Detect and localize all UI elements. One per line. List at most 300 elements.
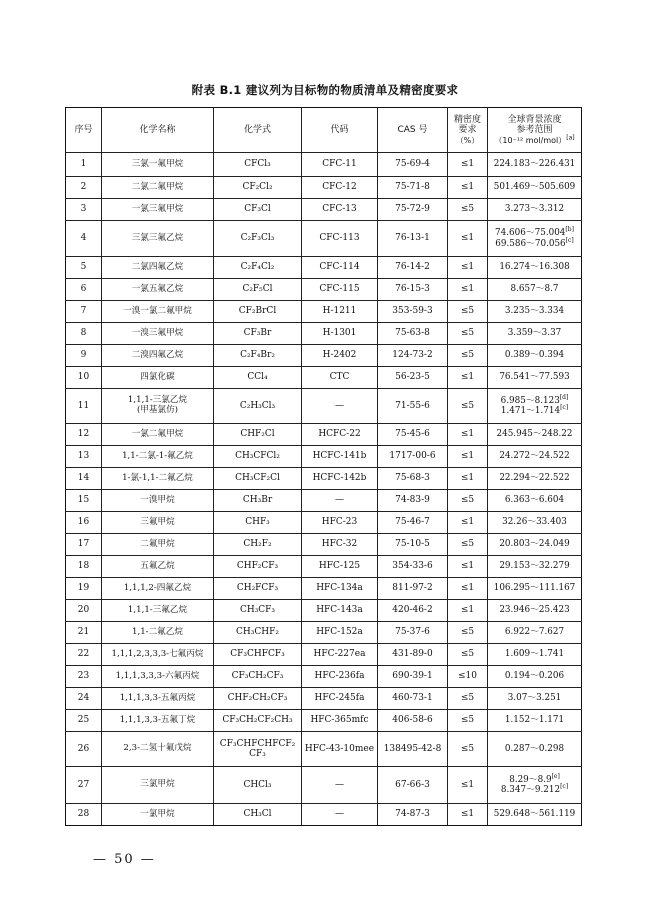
cell-range: [488, 301, 582, 323]
cell-precision: ≤5: [448, 199, 488, 221]
cell-code: HFC-125: [302, 556, 378, 578]
cell-cas: 75-71-8: [378, 177, 448, 199]
table-row: [66, 153, 582, 177]
range-ref: [c]: [560, 404, 569, 412]
cell-formula: CCl₄: [214, 367, 302, 389]
cell-cas: 75-45-6: [378, 424, 448, 446]
cell-range: [488, 257, 582, 279]
cell-precision: ≤5: [448, 732, 488, 767]
cell-name: 四氯化碳: [102, 367, 214, 389]
cell-no: 27: [66, 767, 102, 804]
cell-code: HFC-43-10mee: [302, 732, 378, 767]
range-ref: [d]: [559, 393, 569, 401]
cell-cas: 76-15-3: [378, 279, 448, 301]
cell-cas: 76-14-2: [378, 257, 448, 279]
header-range: [488, 108, 582, 153]
table-row: [66, 666, 582, 688]
range-line: [490, 495, 579, 505]
cell-formula: CF₃Br: [214, 323, 302, 345]
cell-cas: 811-97-2: [378, 578, 448, 600]
cell-precision: ≤1: [448, 257, 488, 279]
range-line: [490, 605, 579, 615]
cell-range: [488, 389, 582, 424]
cell-no: 2: [66, 177, 102, 199]
cell-range: [488, 578, 582, 600]
cell-name: [102, 389, 214, 424]
table-row: [66, 199, 582, 221]
cell-precision: ≤1: [448, 512, 488, 534]
range-ref: [c]: [565, 236, 574, 244]
range-ref: [e]: [551, 772, 560, 780]
range-value: 69.586～70.056: [495, 238, 566, 249]
cell-code: CFC-13: [302, 199, 378, 221]
range-value: 8.29～8.9: [509, 774, 552, 785]
range-line: [490, 328, 579, 338]
cell-name: 二氟甲烷: [102, 534, 214, 556]
cell-no: 9: [66, 345, 102, 367]
range-value: 76.541～77.593: [499, 372, 570, 383]
cell-range: [488, 804, 582, 826]
cell-name: 1,1,1,2,3,3,3-七氟丙烷: [102, 644, 214, 666]
range-ref: [b]: [565, 226, 574, 234]
cell-formula-line: CF₃: [249, 749, 266, 759]
cell-cas: 56-23-5: [378, 367, 448, 389]
page-number: — 50 —: [93, 852, 156, 867]
cell-precision: ≤1: [448, 804, 488, 826]
cell-no: 16: [66, 512, 102, 534]
cell-cas: 138495-42-8: [378, 732, 448, 767]
cell-cas: 75-69-4: [378, 153, 448, 177]
cell-code: HFC-143a: [302, 600, 378, 622]
cell-cas: 75-46-7: [378, 512, 448, 534]
cell-formula: CH₃CF₃: [214, 600, 302, 622]
header-code: 代码: [302, 108, 378, 153]
cell-range: [488, 345, 582, 367]
header-range-line: [490, 136, 579, 145]
table-row: [66, 512, 582, 534]
cell-no: 4: [66, 221, 102, 257]
cell-precision: ≤1: [448, 600, 488, 622]
cell-precision: ≤5: [448, 345, 488, 367]
cell-range: [488, 556, 582, 578]
range-line: [490, 306, 579, 316]
cell-code: HFC-245fa: [302, 688, 378, 710]
range-value: 224.183～226.431: [493, 159, 576, 170]
cell-formula: CH₃CFCl₂: [214, 446, 302, 468]
cell-name: 1,1,1-三氟乙烷: [102, 600, 214, 622]
cell-code: CFC-12: [302, 177, 378, 199]
cell-range: [488, 279, 582, 301]
table-row: [66, 732, 582, 767]
range-value: 8.347～9.212: [500, 785, 561, 795]
range-line: [490, 372, 579, 382]
table-row: [66, 490, 582, 512]
range-line: [490, 809, 579, 819]
cell-cas: 354-33-6: [378, 556, 448, 578]
cell-name: 一氯二氟甲烷: [102, 424, 214, 446]
range-line: [490, 350, 579, 360]
cell-formula: CF₃Cl: [214, 199, 302, 221]
header-no: 序号: [66, 108, 102, 153]
cell-cas: 75-68-3: [378, 468, 448, 490]
cell-precision: ≤1: [448, 367, 488, 389]
cell-code: H-1301: [302, 323, 378, 345]
cell-precision: ≤5: [448, 534, 488, 556]
cell-formula: C₂H₃Cl₃: [214, 389, 302, 424]
table-row: [66, 534, 582, 556]
cell-range: [488, 177, 582, 199]
range-value: 6.922～7.627: [504, 627, 565, 638]
range-value: 0.389～0.394: [504, 350, 565, 361]
cell-range: [488, 153, 582, 177]
cell-formula: CH₃Br: [214, 490, 302, 512]
cell-name: 一氯五氟乙烷: [102, 279, 214, 301]
cell-range: [488, 666, 582, 688]
cell-name: 1,1,1,2-四氟乙烷: [102, 578, 214, 600]
range-value: 3.07～3.251: [507, 693, 562, 704]
cell-formula: C₂F₄Cl₂: [214, 257, 302, 279]
table-caption: 附表 B.1 建议列为目标物的物质清单及精密度要求: [191, 83, 459, 97]
cell-precision: ≤10: [448, 666, 488, 688]
range-line: [490, 649, 579, 659]
cell-no: 11: [66, 389, 102, 424]
table-row: [66, 688, 582, 710]
cell-no: 28: [66, 804, 102, 826]
header-formula: 化学式: [214, 108, 302, 153]
range-value: 3.235～3.334: [504, 306, 565, 317]
range-value: 20.803～24.049: [499, 539, 570, 550]
cell-code: HFC-152a: [302, 622, 378, 644]
cell-precision: ≤1: [448, 153, 488, 177]
header-precision-line: 要求: [458, 125, 477, 136]
cell-code: —: [302, 389, 378, 424]
cell-cas: 67-66-3: [378, 767, 448, 804]
cell-name: 1,1,1,3,3-五氟丁烷: [102, 710, 214, 732]
cell-name: 三氟甲烷: [102, 512, 214, 534]
table-row: [66, 767, 582, 804]
cell-precision: ≤1: [448, 221, 488, 257]
range-line: [490, 473, 579, 483]
cell-no: 13: [66, 446, 102, 468]
cell-code: —: [302, 804, 378, 826]
header-cas: CAS 号: [378, 108, 448, 153]
range-line: [490, 406, 579, 416]
table-header-row: [66, 108, 582, 153]
cell-precision: ≤5: [448, 301, 488, 323]
cell-no: 21: [66, 622, 102, 644]
cell-formula: CHF₂CH₂CF₃: [214, 688, 302, 710]
cell-code: H-2402: [302, 345, 378, 367]
cell-no: 18: [66, 556, 102, 578]
cell-formula: CF₂BrCl: [214, 301, 302, 323]
cell-precision: ≤1: [448, 578, 488, 600]
cell-name: 一溴三氟甲烷: [102, 323, 214, 345]
cell-formula: CF₃CH₂CF₃: [214, 666, 302, 688]
cell-precision: ≤5: [448, 389, 488, 424]
cell-precision: ≤1: [448, 468, 488, 490]
cell-cas: 75-37-6: [378, 622, 448, 644]
range-ref: [c]: [560, 783, 569, 791]
range-line: [490, 284, 579, 294]
range-value: 1.471～1.714: [500, 406, 561, 416]
range-value: 24.272～24.522: [499, 451, 570, 462]
cell-cas: 690-39-1: [378, 666, 448, 688]
cell-name: 二溴四氟乙烷: [102, 345, 214, 367]
cell-code: HFC-227ea: [302, 644, 378, 666]
cell-no: 24: [66, 688, 102, 710]
cell-formula: CF₃CHFCF₃: [214, 644, 302, 666]
cell-no: 3: [66, 199, 102, 221]
range-value: 1.152～1.171: [504, 715, 565, 726]
header-precision: [448, 108, 488, 153]
cell-name: 1,1-二氯-1-氟乙烷: [102, 446, 214, 468]
range-value: 8.657～8.7: [510, 284, 559, 295]
cell-precision: ≤1: [448, 177, 488, 199]
table-row: [66, 345, 582, 367]
cell-no: 17: [66, 534, 102, 556]
range-value: 0.194～0.206: [504, 671, 565, 682]
table-row: [66, 367, 582, 389]
cell-name: 二氯二氟甲烷: [102, 177, 214, 199]
range-value: 3.359～3.37: [507, 328, 562, 339]
cell-name: 三氯甲烷: [102, 767, 214, 804]
header-range-line: 全球背景浓度: [507, 115, 562, 126]
table-body: [66, 153, 582, 826]
range-value: 29.153～32.279: [499, 561, 570, 572]
cell-no: 12: [66, 424, 102, 446]
cell-no: 20: [66, 600, 102, 622]
cell-range: [488, 622, 582, 644]
table-row: [66, 279, 582, 301]
cell-name: 一氯甲烷: [102, 804, 214, 826]
cell-name: 二氯四氟乙烷: [102, 257, 214, 279]
range-value: 22.294～22.522: [499, 473, 570, 484]
cell-range: [488, 732, 582, 767]
cell-code: CFC-11: [302, 153, 378, 177]
range-line: [490, 583, 579, 593]
cell-name: 2,3-二氢十氟戊烷: [102, 732, 214, 767]
cell-code: CFC-114: [302, 257, 378, 279]
table-row: [66, 257, 582, 279]
cell-name: 五氟乙烷: [102, 556, 214, 578]
cell-precision: ≤1: [448, 556, 488, 578]
cell-cas: 406-58-6: [378, 710, 448, 732]
cell-cas: 74-87-3: [378, 804, 448, 826]
range-value: 245.945～248.22: [496, 429, 573, 440]
range-line: [490, 785, 579, 795]
cell-precision: ≤5: [448, 644, 488, 666]
cell-range: [488, 600, 582, 622]
cell-name: 1,1,1,3,3-五氟丙烷: [102, 688, 214, 710]
header-precision-line: 精密度: [453, 115, 481, 126]
cell-formula: CH₃CHF₂: [214, 622, 302, 644]
range-line: [490, 671, 579, 681]
cell-range: [488, 767, 582, 804]
cell-formula: CHF₂Cl: [214, 424, 302, 446]
cell-no: 6: [66, 279, 102, 301]
cell-name: 三氯一氟甲烷: [102, 153, 214, 177]
range-value: 1.609～1.741: [504, 649, 565, 660]
cell-formula: CH₃Cl: [214, 804, 302, 826]
cell-name: 一溴一氯二氟甲烷: [102, 301, 214, 323]
range-line: [490, 627, 579, 637]
cell-range: [488, 367, 582, 389]
range-value: 23.946～25.423: [499, 605, 570, 616]
range-line: [490, 451, 579, 461]
cell-formula: CFCl₃: [214, 153, 302, 177]
range-value: 32.26～33.403: [502, 517, 567, 528]
cell-name: 1-氯-1,1-二氟乙烷: [102, 468, 214, 490]
cell-range: [488, 468, 582, 490]
cell-no: 5: [66, 257, 102, 279]
range-line: [490, 159, 579, 169]
range-value: 0.287～0.298: [504, 743, 565, 754]
range-line: [490, 182, 579, 192]
table-row: [66, 221, 582, 257]
cell-range: [488, 323, 582, 345]
range-line: [490, 715, 579, 725]
cell-code: HCFC-141b: [302, 446, 378, 468]
range-value: 529.648～561.119: [493, 809, 576, 820]
cell-no: 23: [66, 666, 102, 688]
cell-no: 19: [66, 578, 102, 600]
table-row: [66, 177, 582, 199]
cell-code: HFC-32: [302, 534, 378, 556]
cell-formula: C₂F₄Br₂: [214, 345, 302, 367]
range-line: [490, 744, 579, 754]
cell-cas: 1717-00-6: [378, 446, 448, 468]
cell-precision: ≤5: [448, 688, 488, 710]
cell-formula: CH₃CF₂Cl: [214, 468, 302, 490]
range-value: 106.295～111.167: [493, 583, 576, 594]
cell-precision: ≤5: [448, 622, 488, 644]
cell-no: 8: [66, 323, 102, 345]
table-row: [66, 301, 582, 323]
cell-formula: CHCl₃: [214, 767, 302, 804]
cell-no: 14: [66, 468, 102, 490]
cell-code: CFC-113: [302, 221, 378, 257]
cell-range: [488, 512, 582, 534]
cell-formula: CH₂F₂: [214, 534, 302, 556]
cell-formula: C₂F₅Cl: [214, 279, 302, 301]
header-precision-line: （%）: [455, 135, 480, 145]
range-value: 6.363～6.604: [504, 495, 565, 506]
cell-cas: 460-73-1: [378, 688, 448, 710]
range-value: 6.985～8.123: [500, 395, 560, 406]
cell-formula: CHF₃: [214, 512, 302, 534]
cell-code: HCFC-142b: [302, 468, 378, 490]
cell-no: 10: [66, 367, 102, 389]
cell-code: HFC-134a: [302, 578, 378, 600]
table-row: [66, 323, 582, 345]
cell-range: [488, 199, 582, 221]
range-value: 3.273～3.312: [504, 204, 565, 215]
table-row: [66, 622, 582, 644]
cell-formula: CHF₂CF₃: [214, 556, 302, 578]
range-line: [490, 236, 579, 249]
cell-name: 一氯三氟甲烷: [102, 199, 214, 221]
table-row: [66, 644, 582, 666]
cell-code: H-1211: [302, 301, 378, 323]
cell-code: —: [302, 490, 378, 512]
header-range-ref: [a]: [566, 134, 575, 142]
cell-precision: ≤5: [448, 710, 488, 732]
cell-name: 1,1,1,3,3,3-六氟丙烷: [102, 666, 214, 688]
cell-range: [488, 221, 582, 257]
header-name: 化学名称: [102, 108, 214, 153]
cell-code: HFC-236fa: [302, 666, 378, 688]
cell-precision: ≤5: [448, 323, 488, 345]
header-range-line: 参考范围: [516, 125, 553, 136]
cell-cas: 124-73-2: [378, 345, 448, 367]
header-range-unit: （10⁻¹² mol/mol）: [494, 135, 567, 145]
range-value: 74.606～75.004: [495, 228, 566, 239]
cell-cas: 75-63-8: [378, 323, 448, 345]
cell-name-line: 1,1,1-三氯乙烷: [127, 395, 188, 406]
table-row: [66, 468, 582, 490]
cell-formula-line: CF₃CHFCHFCF₂: [219, 738, 296, 749]
cell-range: [488, 446, 582, 468]
cell-range: [488, 490, 582, 512]
range-line: [490, 693, 579, 703]
cell-no: 15: [66, 490, 102, 512]
cell-name: 三氯三氟乙烷: [102, 221, 214, 257]
cell-code: HCFC-22: [302, 424, 378, 446]
cell-range: [488, 424, 582, 446]
cell-precision: ≤1: [448, 279, 488, 301]
cell-formula: C₂F₃Cl₃: [214, 221, 302, 257]
cell-cas: 74-83-9: [378, 490, 448, 512]
cell-no: 22: [66, 644, 102, 666]
range-line: [490, 517, 579, 527]
table-row: [66, 389, 582, 424]
cell-formula: CF₃CH₂CF₂CH₃: [214, 710, 302, 732]
cell-code: HFC-365mfc: [302, 710, 378, 732]
cell-no: 7: [66, 301, 102, 323]
table-row: [66, 804, 582, 826]
table-row: [66, 710, 582, 732]
cell-cas: 71-55-6: [378, 389, 448, 424]
cell-code: CTC: [302, 367, 378, 389]
cell-code: —: [302, 767, 378, 804]
cell-precision: ≤5: [448, 490, 488, 512]
table-row: [66, 578, 582, 600]
range-line: [490, 561, 579, 571]
range-line: [490, 204, 579, 214]
cell-cas: 353-59-3: [378, 301, 448, 323]
cell-cas: 75-72-9: [378, 199, 448, 221]
range-value: 501.469～505.609: [493, 182, 576, 193]
cell-name: 1,1-二氟乙烷: [102, 622, 214, 644]
range-line: [490, 262, 579, 272]
cell-range: [488, 688, 582, 710]
cell-no: 25: [66, 710, 102, 732]
cell-name: 一溴甲烷: [102, 490, 214, 512]
cell-formula: CF₂Cl₂: [214, 177, 302, 199]
cell-precision: ≤1: [448, 446, 488, 468]
cell-precision: ≤1: [448, 424, 488, 446]
cell-formula: [214, 732, 302, 767]
cell-name-line: (甲基氯仿): [136, 405, 179, 415]
cell-code: CFC-115: [302, 279, 378, 301]
cell-cas: 431-89-0: [378, 644, 448, 666]
cell-cas: 420-46-2: [378, 600, 448, 622]
cell-formula: CH₂FCF₃: [214, 578, 302, 600]
table-row: [66, 424, 582, 446]
table-row: [66, 600, 582, 622]
cell-no: 26: [66, 732, 102, 767]
substance-table: [65, 107, 582, 826]
